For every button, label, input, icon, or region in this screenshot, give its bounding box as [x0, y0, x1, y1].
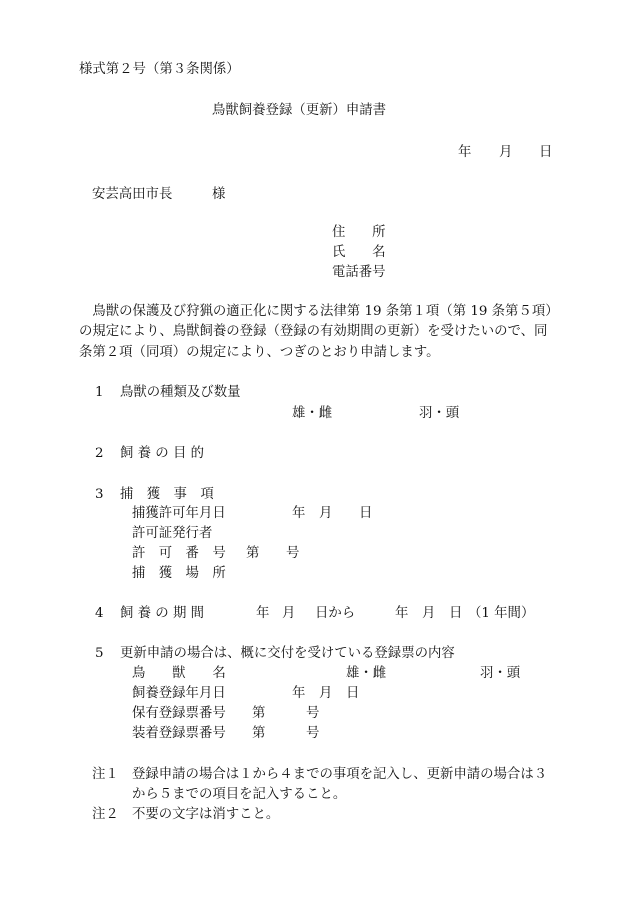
note-2-label: 注２: [92, 807, 119, 822]
body-line-2: の規定により、鳥獣飼養の登録（登録の有効期間の更新）を受けたいので、同: [79, 324, 548, 339]
item-1-label: 鳥獣の種類及び数量: [120, 385, 241, 400]
date-year-label: 年: [458, 145, 472, 160]
attached-ticket-number-label: 装着登録票番号: [132, 726, 226, 741]
permit-number-suffix: 号: [286, 546, 300, 561]
note-1-label: 注１: [92, 767, 119, 782]
item-3-label: 捕 獲 事 項: [120, 487, 214, 502]
registration-date-year: 年: [292, 686, 306, 701]
item-1-sex: 雄・雌: [292, 406, 333, 421]
period-from-month: 月: [282, 606, 296, 621]
addressee-honorific: 様: [212, 187, 226, 202]
registration-date-day: 日: [346, 686, 360, 701]
date-month-label: 月: [499, 145, 513, 160]
item-1-number: 1: [95, 385, 104, 400]
holder-ticket-number-prefix: 第: [252, 706, 266, 721]
item-4-number: 4: [95, 606, 104, 621]
attached-ticket-number-prefix: 第: [252, 726, 266, 741]
applicant-address-label: 住 所: [332, 225, 386, 240]
item-2-number: 2: [95, 446, 104, 461]
registration-date-month: 月: [319, 686, 333, 701]
registered-species-label: 鳥 獣 名: [132, 666, 226, 681]
registered-sex: 雄・雌: [346, 666, 387, 681]
registration-date-label: 飼養登録年月日: [132, 686, 226, 701]
form-number: 様式第２号（第３条関係）: [79, 62, 240, 77]
body-line-3: 条第２項（同項）の規定により、つぎのとおり申請します。: [79, 345, 440, 360]
item-4-label: 飼 養 の 期 間: [120, 606, 204, 621]
registered-count: 羽・頭: [480, 666, 521, 681]
holder-ticket-number-label: 保有登録票番号: [132, 706, 226, 721]
page-title: 鳥獣飼養登録（更新）申請書: [212, 103, 387, 118]
permit-date-day: 日: [359, 506, 373, 521]
period-from-year: 年: [256, 606, 270, 621]
date-day-label: 日: [539, 145, 553, 160]
item-5-number: 5: [95, 646, 104, 661]
body-line-1: 鳥獣の保護及び狩猟の適正化に関する法律第 19 条第１項（第 19 条第５項）: [79, 304, 559, 319]
item-3-number: 3: [95, 487, 104, 502]
period-to-year: 年: [395, 606, 409, 621]
permit-issuer-label: 許可証発行者: [132, 526, 213, 541]
applicant-name-label: 氏 名: [332, 245, 386, 260]
period-to-day: 日: [449, 606, 463, 621]
permit-date-year: 年: [292, 506, 306, 521]
item-2-label: 飼 養 の 目 的: [120, 446, 204, 461]
note-1-line-2: から５までの項目を記入すること。: [132, 787, 347, 802]
period-from-day: 日から: [315, 606, 356, 621]
item-1-count: 羽・頭: [419, 406, 460, 421]
holder-ticket-number-suffix: 号: [306, 706, 320, 721]
applicant-phone-label: 電話番号: [332, 265, 386, 280]
note-2-text: 不要の文字は消すこと。: [132, 807, 280, 822]
period-duration: （1 年間）: [468, 606, 535, 621]
attached-ticket-number-suffix: 号: [306, 726, 320, 741]
note-1-line-1: 登録申請の場合は１から４までの事項を記入し、更新申請の場合は３: [132, 767, 548, 782]
permit-number-label: 許 可 番 号: [132, 546, 226, 561]
permit-date-month: 月: [319, 506, 333, 521]
period-to-month: 月: [422, 606, 436, 621]
permit-date-label: 捕獲許可年月日: [132, 506, 226, 521]
item-5-label: 更新申請の場合は、概に交付を受けている登録票の内容: [120, 646, 455, 661]
permit-number-prefix: 第: [246, 546, 260, 561]
addressee-name: 安芸高田市長: [92, 187, 173, 202]
capture-place-label: 捕 獲 場 所: [132, 566, 226, 581]
